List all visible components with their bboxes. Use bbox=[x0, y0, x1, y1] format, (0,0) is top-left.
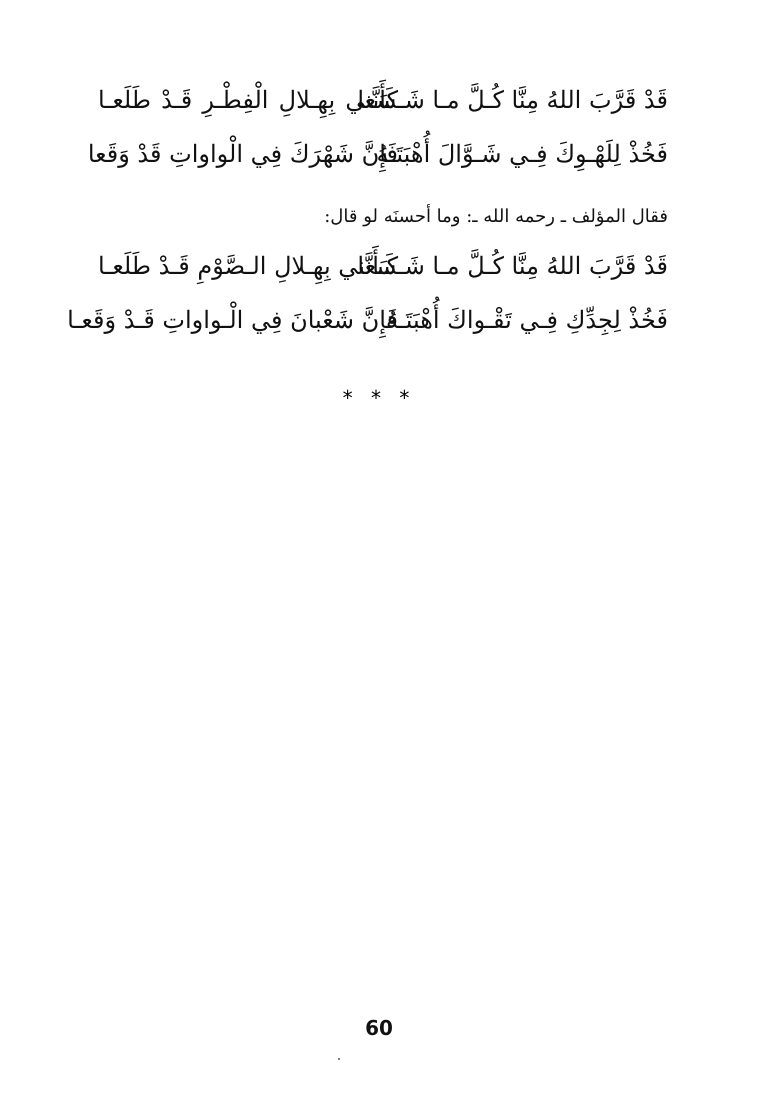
print-speck bbox=[338, 1058, 340, 1060]
author-comment: فقال المؤلف ـ رحمه الله ـ: وما أحسنَه لو قال: bbox=[324, 206, 668, 227]
second-hemistich: كَـأَنَّني بِهِـلالِ الـصَّوْمِ قَـدْ طَلَعـا bbox=[98, 252, 398, 280]
first-hemistich: قَدْ قَرَّبَ اللهُ مِنَّا كُـلَّ مـا شَـسَعا bbox=[357, 86, 668, 114]
section-separator: * * * bbox=[342, 386, 416, 410]
page-number: 60 bbox=[365, 1016, 393, 1040]
second-hemistich: فَإِنَّ شَعْبانَ فِي الْـواواتِ قَـدْ وَقَعـا bbox=[67, 306, 398, 334]
second-hemistich: كَأَنَّني بِهِـلالِ الْفِطْـرِ قَـدْ طَلَعـا bbox=[98, 86, 398, 114]
second-hemistich: فَإِنَّ شَهْرَكَ فِي الْواواتِ قَدْ وَقَعا bbox=[87, 140, 398, 168]
first-hemistich: قَدْ قَرَّبَ اللهُ مِنَّا كُـلَّ مـا شَـسَعا bbox=[357, 252, 668, 280]
first-hemistich: فَخُذْ لِجِدِّكِ فِـي تَقْـواكَ أُهْبَتَـهُ bbox=[385, 306, 668, 334]
first-hemistich: فَخُذْ لِلَهْـوِكَ فِـي شَـوَّالَ أُهْبَتَـهُ bbox=[376, 140, 668, 168]
